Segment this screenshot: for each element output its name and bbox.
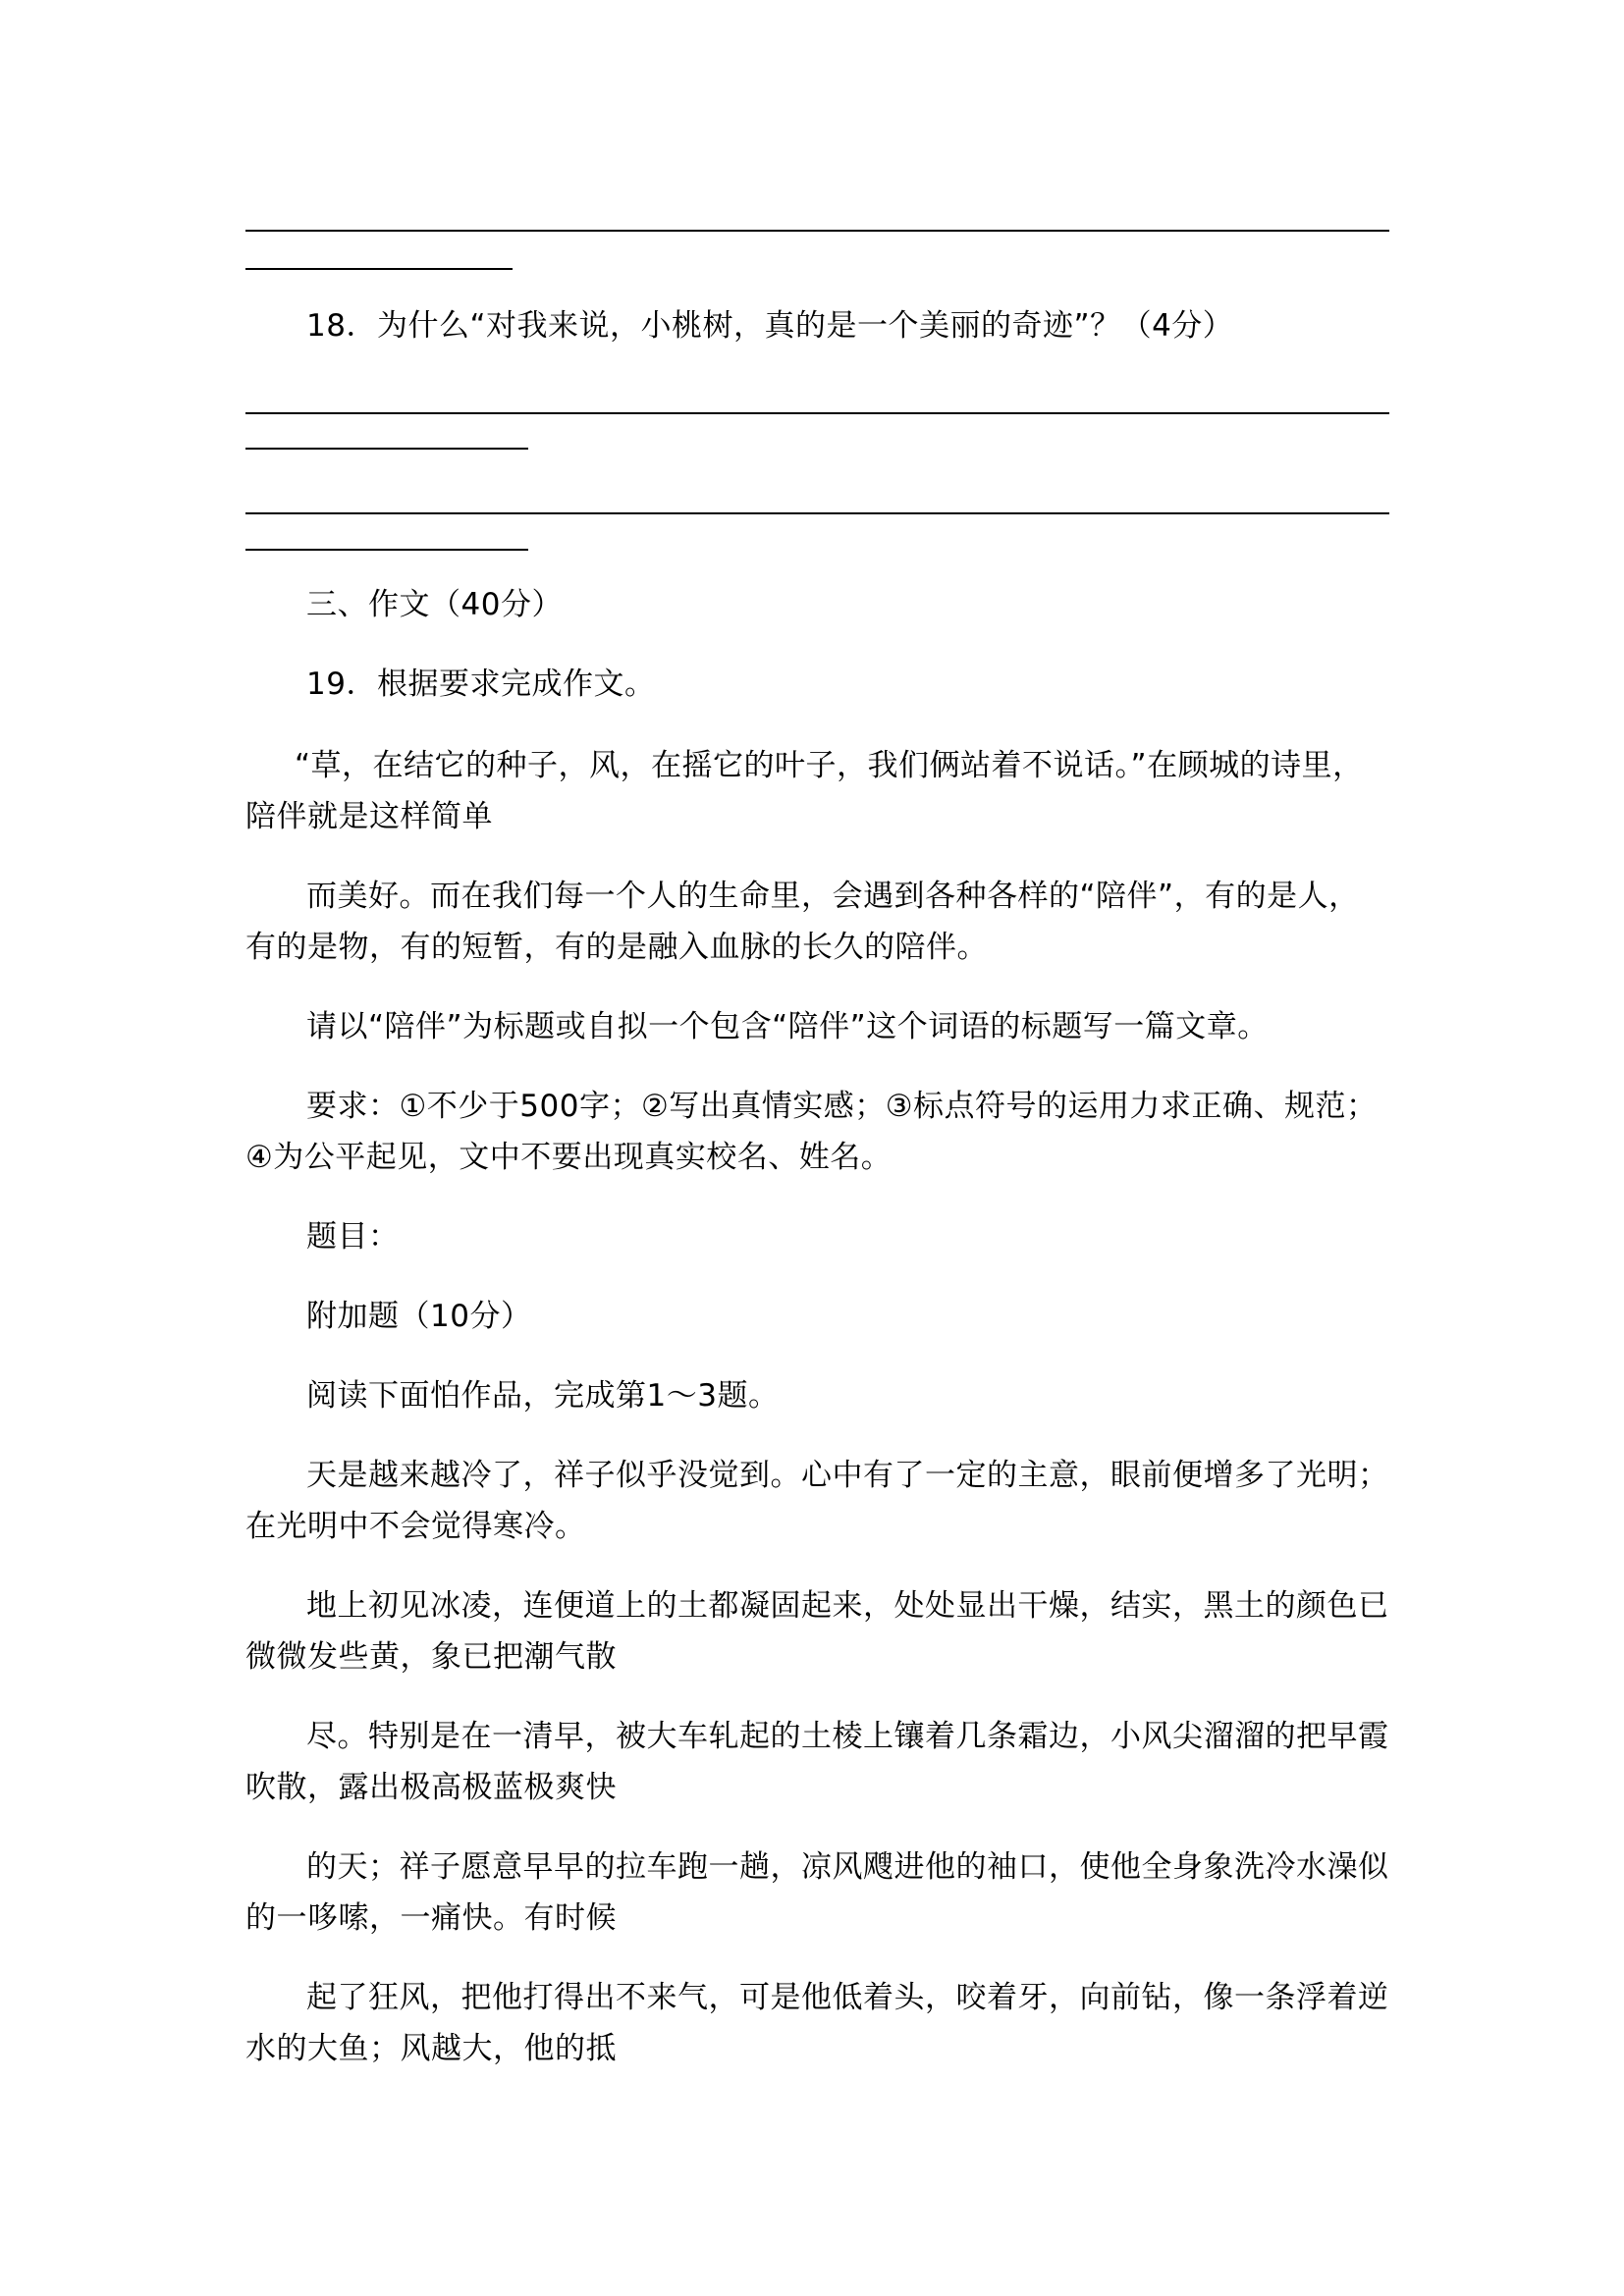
- bonus-p5-line2: 水的大鱼；风越大，他的抵: [245, 2031, 617, 2066]
- bonus-p3-line1: 尽。特别是在一清早，被大车轧起的土棱上镶着几条霜边，小风尖溜溜的把早霞: [306, 1719, 1389, 1754]
- section-heading: 三、作文（40分）: [306, 587, 563, 622]
- question-18: 18．为什么“对我来说，小桃树，真的是一个美丽的奇迹”？（4分）: [306, 308, 1234, 344]
- bonus-p5-line1: 起了狂风，把他打得出不来气，可是他低着头，咬着牙，向前钻，像一条浮着逆: [306, 1980, 1389, 2015]
- answer-line-short: [245, 448, 528, 450]
- q19-requirements-line1: 要求：①不少于500字；②写出真情实感；③标点符号的运用力求正确、规范；: [306, 1089, 1378, 1124]
- q19-para1-line1: “草，在结它的种子，风，在摇它的叶子，我们俩站着不说话。”在顾城的诗里，: [295, 748, 1364, 783]
- q19-topic-label: 题目：: [306, 1219, 400, 1255]
- answer-line: [245, 512, 1389, 514]
- bonus-p2-line2: 微微发些黄，象已把潮气散: [245, 1639, 617, 1675]
- bonus-instruction: 阅读下面怕作品，完成第1～3题。: [306, 1378, 780, 1414]
- bonus-p1-line2: 在光明中不会觉得寒冷。: [245, 1509, 586, 1544]
- bonus-p3-line2: 吹散，露出极高极蓝极爽快: [245, 1770, 617, 1805]
- q19-requirements-line2: ④为公平起见，文中不要出现真实校名、姓名。: [245, 1140, 893, 1175]
- answer-line-short: [245, 268, 513, 270]
- q19-para2-line1: 而美好。而在我们每一个人的生命里，会遇到各种各样的“陪伴”，有的是人，: [306, 879, 1360, 914]
- answer-line-short: [245, 549, 528, 551]
- answer-line: [245, 412, 1389, 414]
- q19-prompt: 请以“陪伴”为标题或自拟一个包含“陪伴”这个词语的标题写一篇文章。: [306, 1009, 1269, 1044]
- question-19-title: 19．根据要求完成作文。: [306, 667, 656, 702]
- q19-para1-line2: 陪伴就是这样简单: [245, 799, 493, 834]
- bonus-heading: 附加题（10分）: [306, 1299, 532, 1334]
- q19-para2-line2: 有的是物，有的短暂，有的是融入血脉的长久的陪伴。: [245, 930, 988, 965]
- bonus-p4-line1: 的天；祥子愿意早早的拉车跑一趟，凉风飕进他的袖口，使他全身象洗冷水澡似: [306, 1849, 1389, 1885]
- bonus-p1-line1: 天是越来越冷了，祥子似乎没觉到。心中有了一定的主意，眼前便增多了光明；: [306, 1458, 1389, 1493]
- bonus-p2-line1: 地上初见冰凌，连便道上的土都凝固起来，处处显出干燥，结实，黑土的颜色已: [306, 1588, 1389, 1624]
- answer-line: [245, 230, 1389, 232]
- bonus-p4-line2: 的一哆嗦，一痛快。有时候: [245, 1900, 617, 1936]
